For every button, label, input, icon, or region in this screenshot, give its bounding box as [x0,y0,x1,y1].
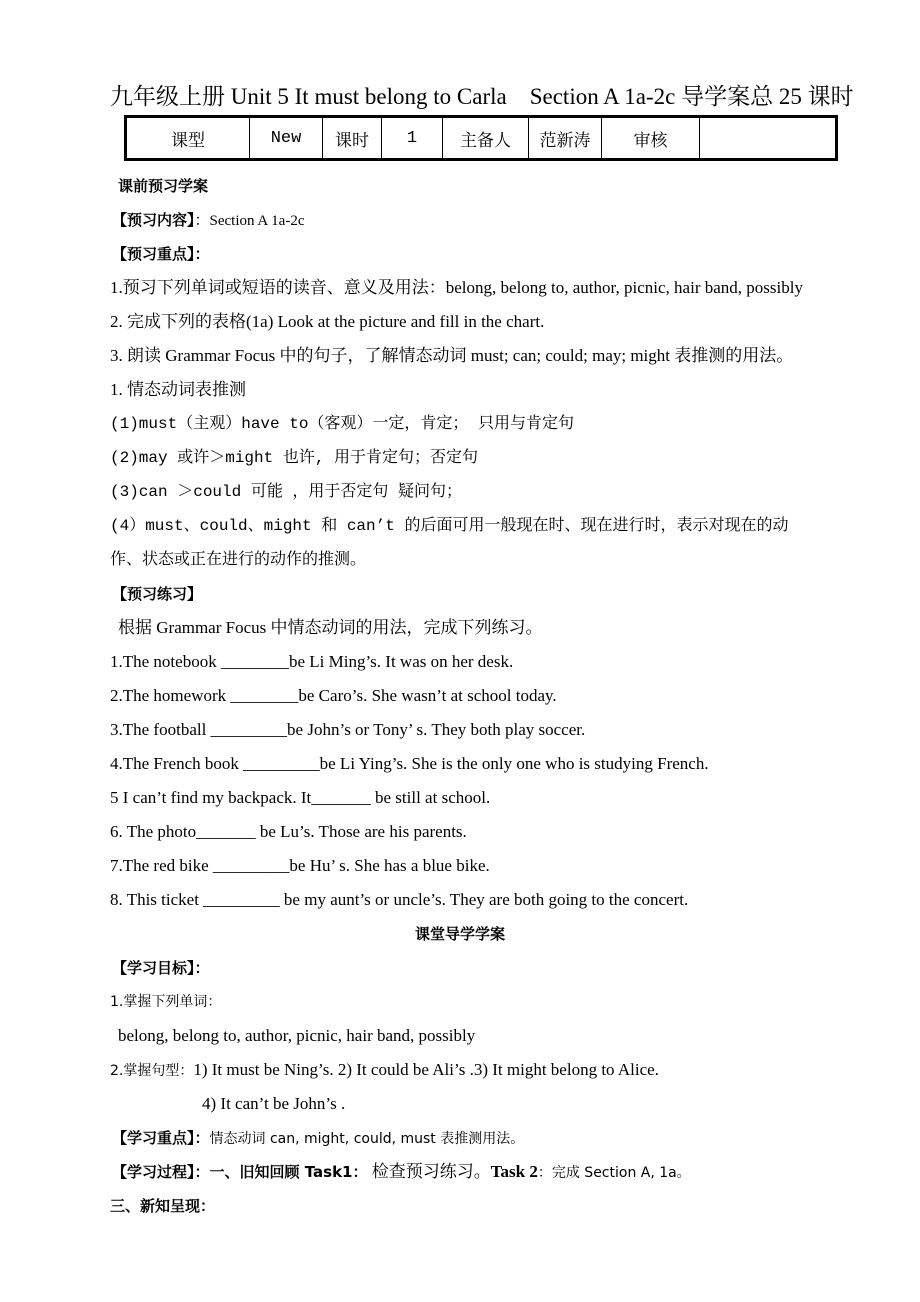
cell-period-label: 课时 [323,117,382,160]
classroom-heading: 课堂导学学案 [414,925,505,943]
new-knowledge-heading: 三、新知呈现： [110,1197,216,1215]
exercise-item: 7.The red bike _________be Hu’ s. She has a blue bike. [110,856,490,875]
goal-2-label: 2.掌握句型： [110,1063,194,1079]
modal-rule-1: (1)must（主观）have to（客观）一定，肯定； 只用与肯定句 [110,415,575,433]
exercise-item: 4.The French book _________be Li Ying’s. She is the only one who is studying French. [110,754,709,773]
exercise-item: 6. The photo_______ be Lu’s. Those are his parents. [110,822,467,841]
lesson-info-table [124,115,838,161]
modal-rule-3: (3)can ＞could 可能 ，用于否定句 疑问句； [110,483,463,501]
practice-intro: 根据 Grammar Focus 中情态动词的用法，完成下列练习。 [118,618,543,637]
study-focus-text: 情态动词 can, might, could, must 表推测用法。 [209,1131,525,1147]
exercise-item: 2.The homework ________be Caro’s. She wasn’t at school today. [110,686,557,705]
exercise-item: 8. This ticket _________ be my aunt’s or uncle’s. They are both going to the concert. [110,890,689,909]
modal-rule-4a: (4）must、could、might 和 can’t 的后面可用一般现在时、现在进行时，表示对现在的动 [110,517,789,535]
preview-focus-label: 【预习重点】： [112,245,210,263]
cell-period-value: 1 [382,117,443,160]
preview-item-1: 1.预习下列单词或短语的读音、意义及用法：belong, belong to, author, picnic, hair band, possibly [110,278,803,297]
process-label: 【学习过程】：一、旧知回顾 Task1： [112,1163,368,1181]
page-title: 九年级上册 Unit 5 It must belong to Carla Section A 1a-2c 导学案总 25 课时 [110,84,854,109]
goal-2-text: 1) It must be Ning’s. 2) It could be Ali’s .3) It might belong to Alice. [193,1060,659,1079]
modal-rule-2: (2)may 或许＞might 也许, 用于肯定句；否定句 [110,449,479,467]
practice-label: 【预习练习】 [112,585,203,603]
goal-2-line [110,1059,659,1082]
preview-heading: 课前预习学案 [118,177,209,195]
study-focus-label: 【学习重点】： [112,1129,210,1147]
preview-item-2: 2. 完成下列的表格(1a) Look at the picture and fill in the chart. [110,312,545,331]
modal-heading: 1. 情态动词表推测 [110,380,246,399]
preview-content-label: 【预习内容】 [112,211,195,229]
preview-item-3: 3. 朗读 Grammar Focus 中的句子，了解情态动词 must; can; could; may; might 表推测的用法。 [110,346,794,365]
goal-1-words: belong, belong to, author, picnic, hair band, possibly [118,1026,476,1045]
process-task2-label: Task 2 [490,1162,538,1181]
cell-reviewer-value [700,117,837,160]
modal-rule-4b: 作、状态或正在进行的动作的推测。 [110,551,367,569]
process-task1: 检查预习练习。 [371,1162,491,1181]
goal-label: 【学习目标】： [112,959,210,977]
exercise-item: 5 I can’t find my backpack. It_______ be still at school. [110,788,491,807]
cell-author-label: 主备人 [443,117,529,160]
cell-reviewer-label: 审核 [602,117,700,160]
process-line [112,1161,691,1184]
goal-2-text-2: 4) It can’t be John’s . [202,1094,346,1113]
exercise-item: 3.The football _________be John’s or Tony’ s. They both play soccer. [110,720,586,739]
cell-author-value: 范新涛 [529,117,602,160]
process-task2: ：完成 Section A, 1a。 [537,1165,691,1181]
exercise-item: 1.The notebook ________be Li Ming’s. It was on her desk. [110,652,514,671]
preview-content-line [112,209,305,232]
cell-type-value: New [250,117,323,160]
preview-content-text: ：Section A 1a-2c [194,213,305,229]
goal-1: 1.掌握下列单词： [110,994,222,1010]
study-focus-line [112,1127,524,1150]
cell-type-label: 课型 [126,117,250,160]
